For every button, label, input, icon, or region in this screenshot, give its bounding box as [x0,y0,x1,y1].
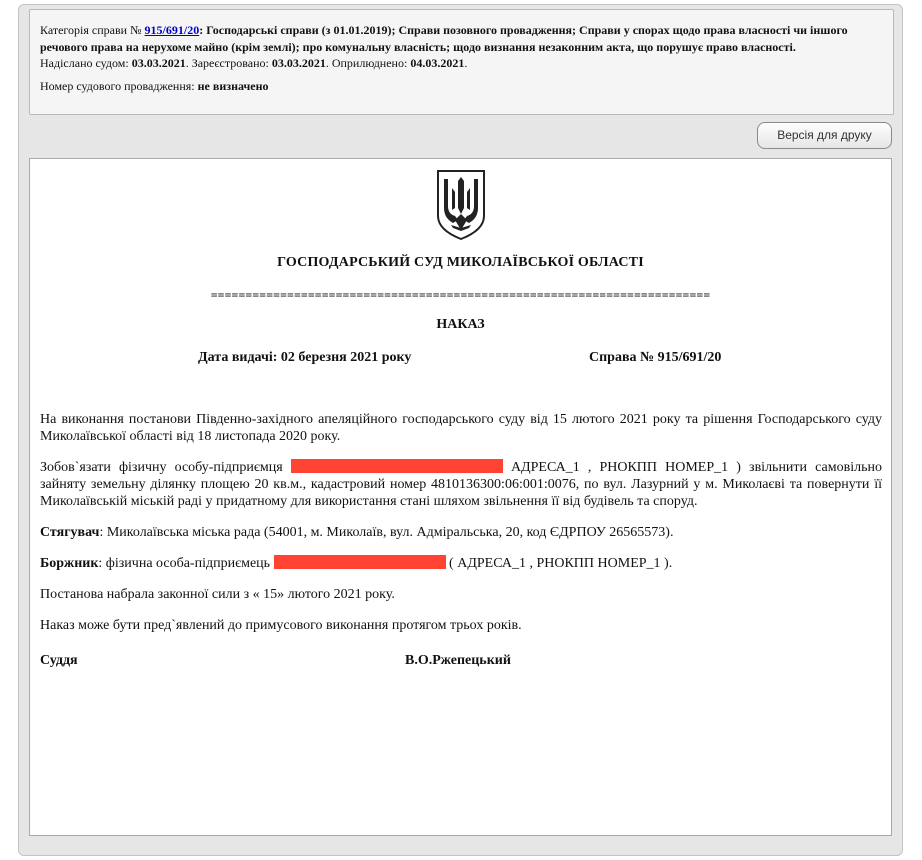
case-dates: Надіслано судом: 03.03.2021. Зареєстровано: 03.03.2021. Оприлюднено: 04.03.2021. [40,56,468,70]
judge-label: Суддя [40,653,78,668]
case-number-link[interactable]: 915/691/20 [144,23,200,37]
claimant-paragraph: Стягувач: Миколаївська міська рада (54001, м. Миколаїв, вул. Адміральська, 20, код ЄДРПОУ 26565573). [40,525,674,540]
trident-emblem-icon [435,168,487,242]
effective-date-paragraph: Постанова набрала законної сили з « 15» лютого 2021 року. [40,587,395,602]
case-number: Справа № 915/691/20 [589,350,722,365]
divider-line: ======================================================================== [210,288,711,302]
case-category: Категорія справи № 915/691/20: Господарські справи (з 01.01.2019); Справи позовного провадження; Справи у спорах щодо права власності чи іншого речового права на нерухоме майно (крім землі); про комунальну власність; щодо визнання незаконним акта, що порушує право власності. [40,23,848,54]
print-version-button[interactable]: Версія для друку [757,122,892,149]
redaction-mark [274,555,446,569]
case-info-panel [29,9,894,115]
document-body [40,411,882,648]
category-text: : Господарські справи (з 01.01.2019); Справи позовного провадження; Справи у спорах щодо права власності чи іншого речового права на нерухоме майно (крім землі); про комунальну власність; щодо визнання незаконним акта, що порушує право власності. [40,23,848,54]
enforcement-paragraph: Наказ може бути пред`явлений до примусового виконання протягом трьох років. [40,618,522,633]
judge-name: В.О.Ржепецький [405,653,511,668]
debtor-paragraph: Боржник: фізична особа-підприємець ( АДРЕСА_1 , РНОКПП НОМЕР_1 ). [40,556,673,571]
redaction-mark [291,459,503,473]
issue-date: Дата видачі: 02 березня 2021 року [198,350,412,365]
document-title: НАКАЗ [436,317,485,332]
obligation-paragraph: Зобов`язати фізичну особу-підприємця АДРЕСА_1 , РНОКПП НОМЕР_1 ) звільнити самовільно зайняту земельну ділянку площею 20 кв.м., кадастровий номер 4810136300:06:001:0076, по вул. Лазурний у м. Миколаєві та повернути її Миколаївській міській раді у придатному для використання стані шляхом звільнення її від будівель та споруд. [40,460,882,509]
court-name: ГОСПОДАРСЬКИЙ СУД МИКОЛАЇВСЬКОЇ ОБЛАСТІ [277,255,644,270]
document-frame [29,158,892,836]
basis-paragraph: На виконання постанови Південно-західного апеляційного господарського суду від 15 лютого 2021 року та рішення Господарського суду Миколаївської області від 18 листопада 2020 року. [40,412,882,444]
proceeding-number: Номер судового провадження: не визначено [40,78,269,93]
